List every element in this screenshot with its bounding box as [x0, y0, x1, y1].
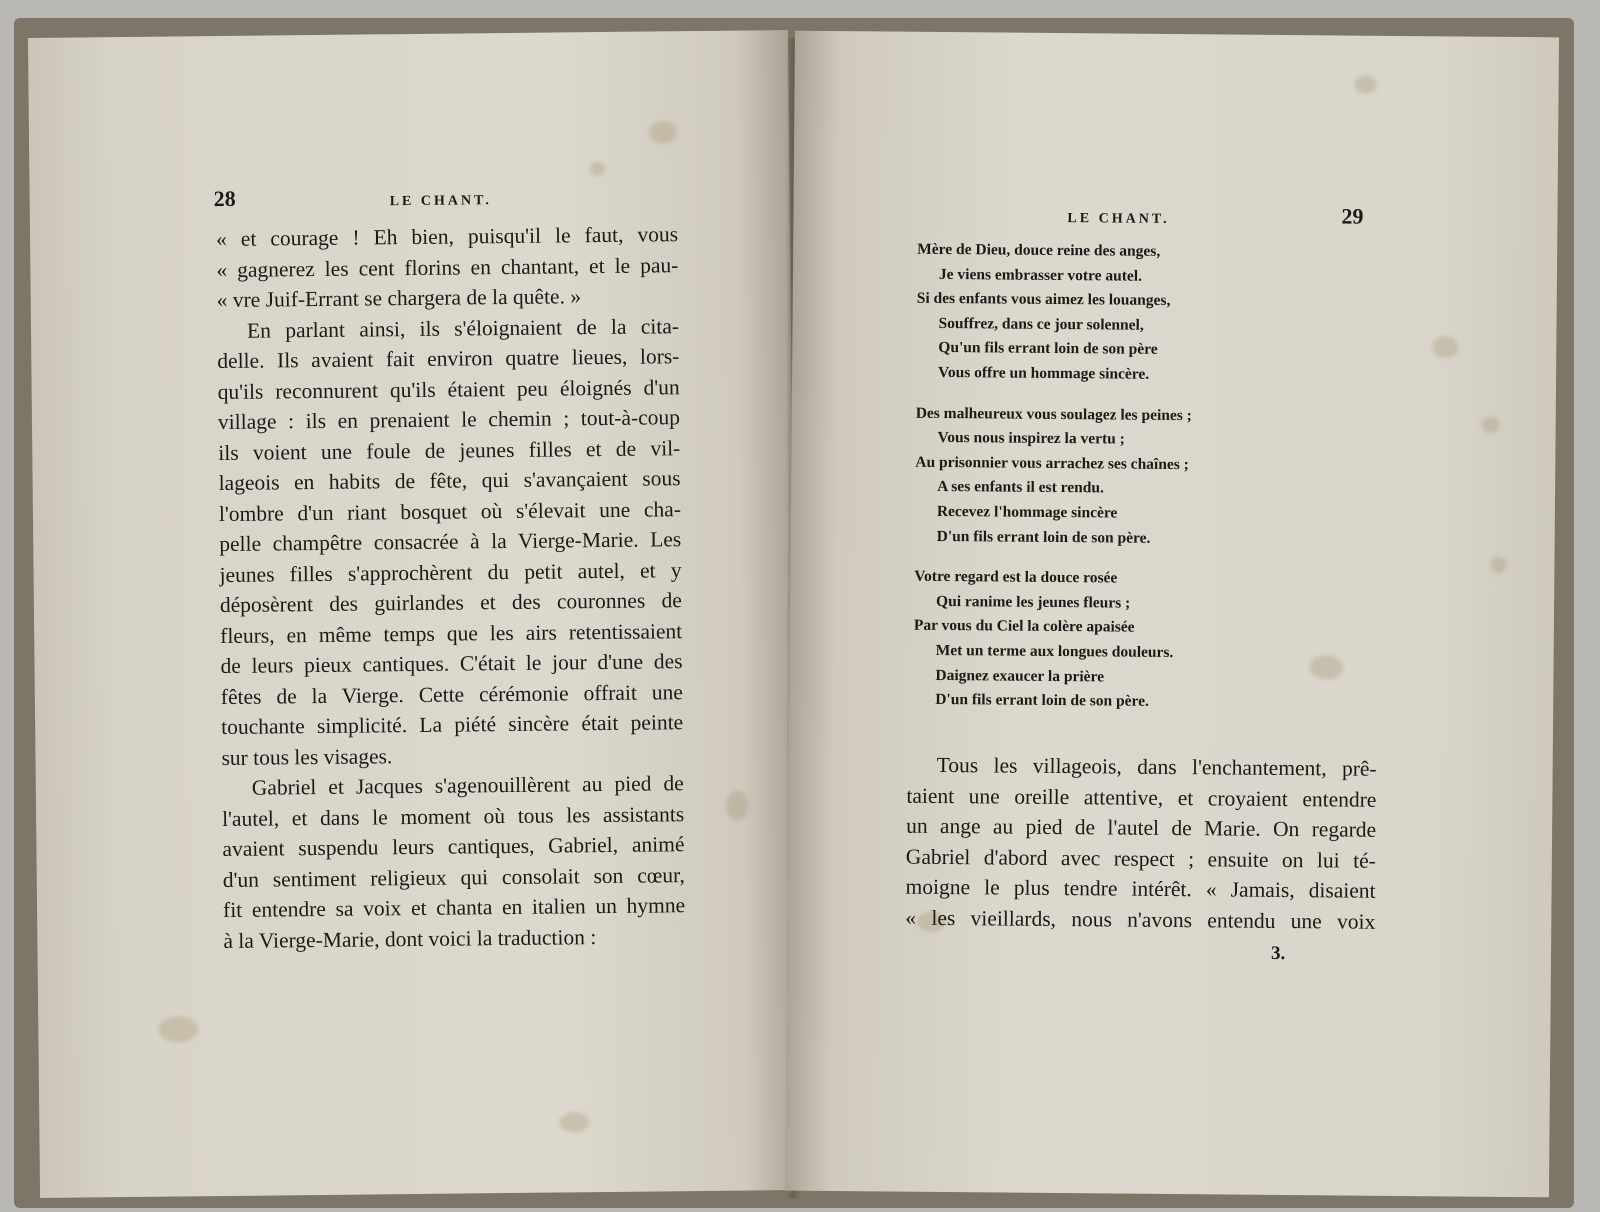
text-line: déposèrent des guirlandes et des couronnes de: [219, 588, 682, 618]
verse-line: Votre regard est la douce rosée: [914, 567, 1118, 587]
open-book: [14, 18, 1574, 1208]
verse-line: Qui ranime les jeunes fleurs ;: [936, 592, 1131, 612]
text-line: delle. Ils avaient fait environ quatre lieues, lors-: [217, 344, 680, 374]
verse-line: Recevez l'hommage sincère: [936, 502, 1118, 522]
text-line: En parlant ainsi, ils s'éloignaient de la cita-: [246, 313, 680, 343]
text-line: lageois en habits de fête, qui s'avançaient sous: [218, 466, 681, 496]
left-page: [28, 30, 800, 1198]
text-line: moigne le plus tendre intérêt. « Jamais, disaient: [905, 874, 1376, 903]
text-line: avaient suspendu leurs cantiques, Gabriel, animé: [222, 832, 685, 862]
text-line: d'un sentiment religieux qui consolait son cœur,: [222, 862, 685, 892]
running-head: LE CHANT.: [1067, 211, 1170, 227]
verse-line: Mère de Dieu, douce reine des anges,: [917, 240, 1161, 260]
body-text: [905, 750, 1377, 937]
text-line: Tous les villageois, dans l'enchantement, prê-: [936, 752, 1377, 781]
page-number: 29: [1341, 203, 1364, 229]
stanza: [915, 401, 1356, 552]
text-line: « les vieillards, nous n'avons entendu une voix: [905, 905, 1376, 934]
text-line: touchante simplicité. La piété sincère était peinte: [221, 710, 684, 740]
verse-line: Souffrez, dans ce jour solennel,: [938, 314, 1144, 334]
verse-line: Met un terme aux longues douleurs.: [935, 641, 1174, 661]
text-line: à la Vierge-Marie, dont voici la traduction :: [223, 924, 597, 953]
verse-line: Au prisonnier vous arrachez ses chaînes ;: [915, 453, 1189, 473]
verse-line: D'un fils errant loin de son père.: [936, 527, 1151, 547]
text-line: « et courage ! Eh bien, puisqu'il le faut, vous: [215, 222, 679, 252]
text-line: Gabriel et Jacques s'agenouillèrent au pied de: [251, 771, 684, 800]
stanza: [913, 565, 1354, 716]
text-line: village : ils en prenaient le chemin ; tout-à-coup: [217, 405, 681, 435]
text-line: « vre Juif-Errant se chargera de la quête. »: [216, 284, 582, 313]
verse-line: A ses enfants il est rendu.: [937, 478, 1104, 497]
verse-line: Qu'un fils errant loin de son père: [938, 339, 1158, 359]
text-line: Gabriel d'abord avec respect ; ensuite on lui té-: [905, 844, 1376, 873]
text-line: fleurs, en même temps que les airs retentissaient: [220, 618, 683, 648]
right-page: [785, 31, 1559, 1198]
hymn-verse: [913, 238, 1357, 733]
signature-mark: 3.: [1270, 942, 1286, 965]
running-head: LE CHANT.: [389, 193, 492, 210]
text-line: taient une oreille attentive, et croyaient entendre: [906, 783, 1377, 812]
text-line: qu'ils reconnurent qu'ils étaient peu éloignés d'un: [217, 374, 680, 404]
verse-line: Si des enfants vous aimez les louanges,: [916, 289, 1171, 310]
text-line: de leurs pieux cantiques. C'était le jour d'une des: [220, 649, 683, 679]
text-line: l'autel, et dans le moment où tous les assistants: [222, 801, 685, 831]
text-line: fêtes de la Vierge. Cette cérémonie offrait une: [220, 679, 683, 709]
verse-line: Des malheureux vous soulagez les peines ;: [915, 404, 1192, 424]
text-line: ils voient une foule de jeunes filles et de vil-: [218, 435, 681, 465]
text-line: fit entendre sa voix et chanta en italien un hymne: [222, 893, 686, 923]
verse-line: Vous offre un hommage sincère.: [938, 363, 1150, 383]
text-line: un ange au pied de l'autel de Marie. On regarde: [906, 813, 1377, 842]
verse-line: D'un fils errant loin de son père.: [935, 691, 1150, 710]
text-line: « gagnerez les cent florins en chantant, et le pau-: [216, 252, 679, 282]
body-text: [216, 219, 686, 956]
verse-line: Daignez exaucer la prière: [935, 666, 1105, 685]
verse-line: Par vous du Ciel la colère apaisée: [913, 617, 1135, 636]
stanza: [916, 238, 1357, 389]
verse-line: Je viens embrasser votre autel.: [938, 265, 1143, 285]
text-line: l'ombre d'un riant bosquet où s'élevait une cha-: [218, 496, 682, 526]
text-line: pelle champêtre consacrée à la Vierge-Marie. Les: [219, 527, 682, 557]
text-line: jeunes filles s'approchèrent du petit autel, et y: [219, 557, 682, 587]
verse-line: Vous nous inspirez la vertu ;: [937, 429, 1125, 448]
page-number: 28: [213, 185, 236, 212]
text-line: sur tous les visages.: [221, 743, 393, 770]
